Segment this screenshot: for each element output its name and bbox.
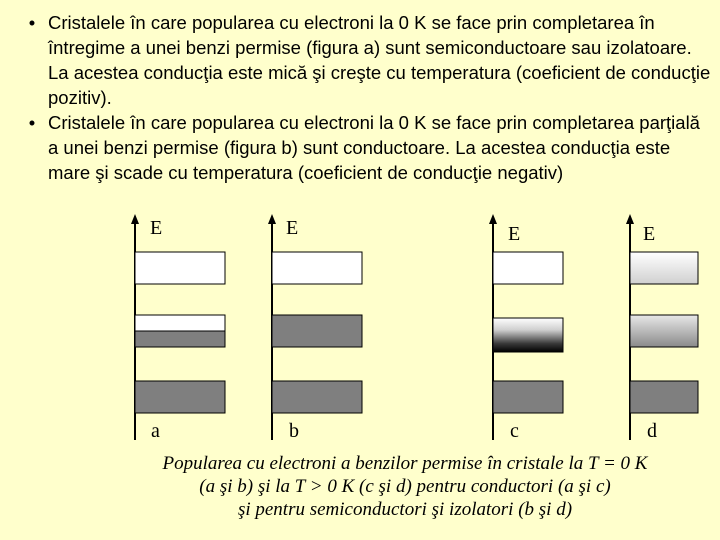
bullet-text-2: Cristalele în care popularea cu electroni la 0 K se face prin completarea parţială a unei benzi permise (figura b) sunt conductoare. La acestea conducţia este mare şi scade cu temperatura (coeficient de conducţie negativ): [48, 112, 700, 183]
empty-band: [135, 315, 225, 331]
empty-band: [135, 252, 225, 284]
filled-band: [272, 381, 362, 413]
caption-line-1: Popularea cu electroni a benzilor permise în cristale la T = 0 K: [162, 453, 648, 474]
empty-band: [272, 252, 362, 284]
panel-a: [131, 214, 225, 442]
filled-band: [630, 381, 698, 413]
panel-label: b: [289, 420, 299, 442]
axis-arrow-icon: [626, 214, 634, 224]
panel-label: d: [647, 420, 657, 442]
axis-label: E: [508, 223, 521, 245]
axis-label: E: [643, 223, 656, 245]
bullet-dot: •: [28, 12, 36, 33]
filled-band: [135, 381, 225, 413]
axis-arrow-icon: [489, 214, 497, 224]
caption-line-2: (a şi b) şi la T > 0 K (c şi d) pentru conductori (a şi c): [199, 476, 611, 497]
axis-arrow-icon: [268, 214, 276, 224]
partially-filled-band: [493, 318, 563, 352]
panel-c: [489, 214, 563, 442]
caption-line-3: şi pentru semiconductori şi izolatori (b şi d): [237, 499, 573, 520]
panel-label: c: [510, 420, 519, 442]
filled-band: [272, 315, 362, 347]
figure-caption: [110, 452, 700, 521]
panel-label: a: [151, 420, 160, 442]
axis-label: E: [150, 217, 163, 239]
bullet-dot: •: [28, 112, 36, 133]
panel-d: [626, 214, 698, 442]
axis-arrow-icon: [131, 214, 139, 224]
panel-b: [268, 214, 362, 442]
thermally-populated-band: [630, 252, 698, 284]
bullet-text-1: Cristalele în care popularea cu electroni la 0 K se face prin completarea în întregime a unei benzi permise (figura a) sunt semiconductoare sau izolatoare. La acestea conducţia este mică şi creşte cu temperatura (coeficient de conducţie pozitiv).: [48, 12, 711, 108]
empty-band: [493, 252, 563, 284]
filled-band: [135, 331, 225, 347]
filled-band: [493, 381, 563, 413]
partially-depleted-band: [630, 315, 698, 347]
axis-label: E: [286, 217, 299, 239]
